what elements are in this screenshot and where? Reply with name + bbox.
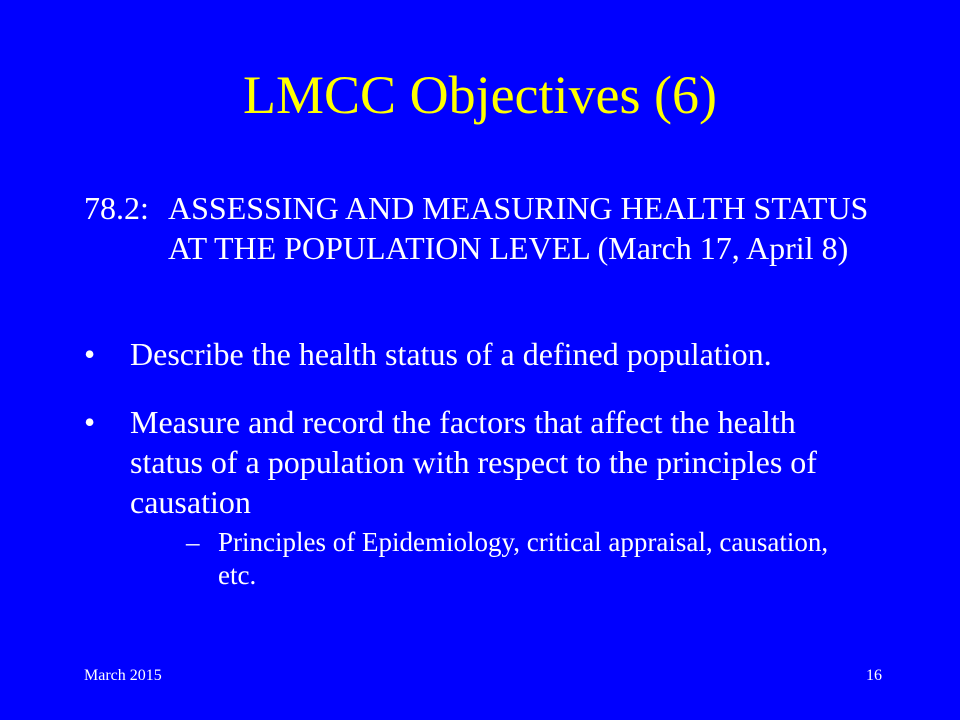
bullet-text: Describe the health status of a defined population.	[130, 336, 772, 372]
footer-page-number: 16	[866, 667, 882, 684]
objective-text: ASSESSING AND MEASURING HEALTH STATUS AT THE POPULATION LEVEL (March 17, April 8)	[168, 190, 869, 266]
bullet-text: Measure and record the factors that affect the health status of a population with respect to the principles of causation	[130, 404, 817, 520]
bullet-marker: •	[84, 404, 96, 440]
slide-title: LMCC Objectives (6)	[243, 65, 717, 125]
bullet-marker: •	[84, 336, 96, 372]
sub-bullet-marker: –	[186, 527, 200, 557]
objective-code: 78.2:	[84, 190, 149, 226]
bullet-item	[84, 334, 874, 374]
footer-date: March 2015	[84, 667, 162, 684]
objective-heading	[84, 188, 874, 268]
sub-bullet-item	[186, 526, 866, 592]
sub-bullet-text: Principles of Epidemiology, critical appraisal, causation, etc.	[218, 527, 829, 590]
bullet-item	[84, 402, 874, 522]
